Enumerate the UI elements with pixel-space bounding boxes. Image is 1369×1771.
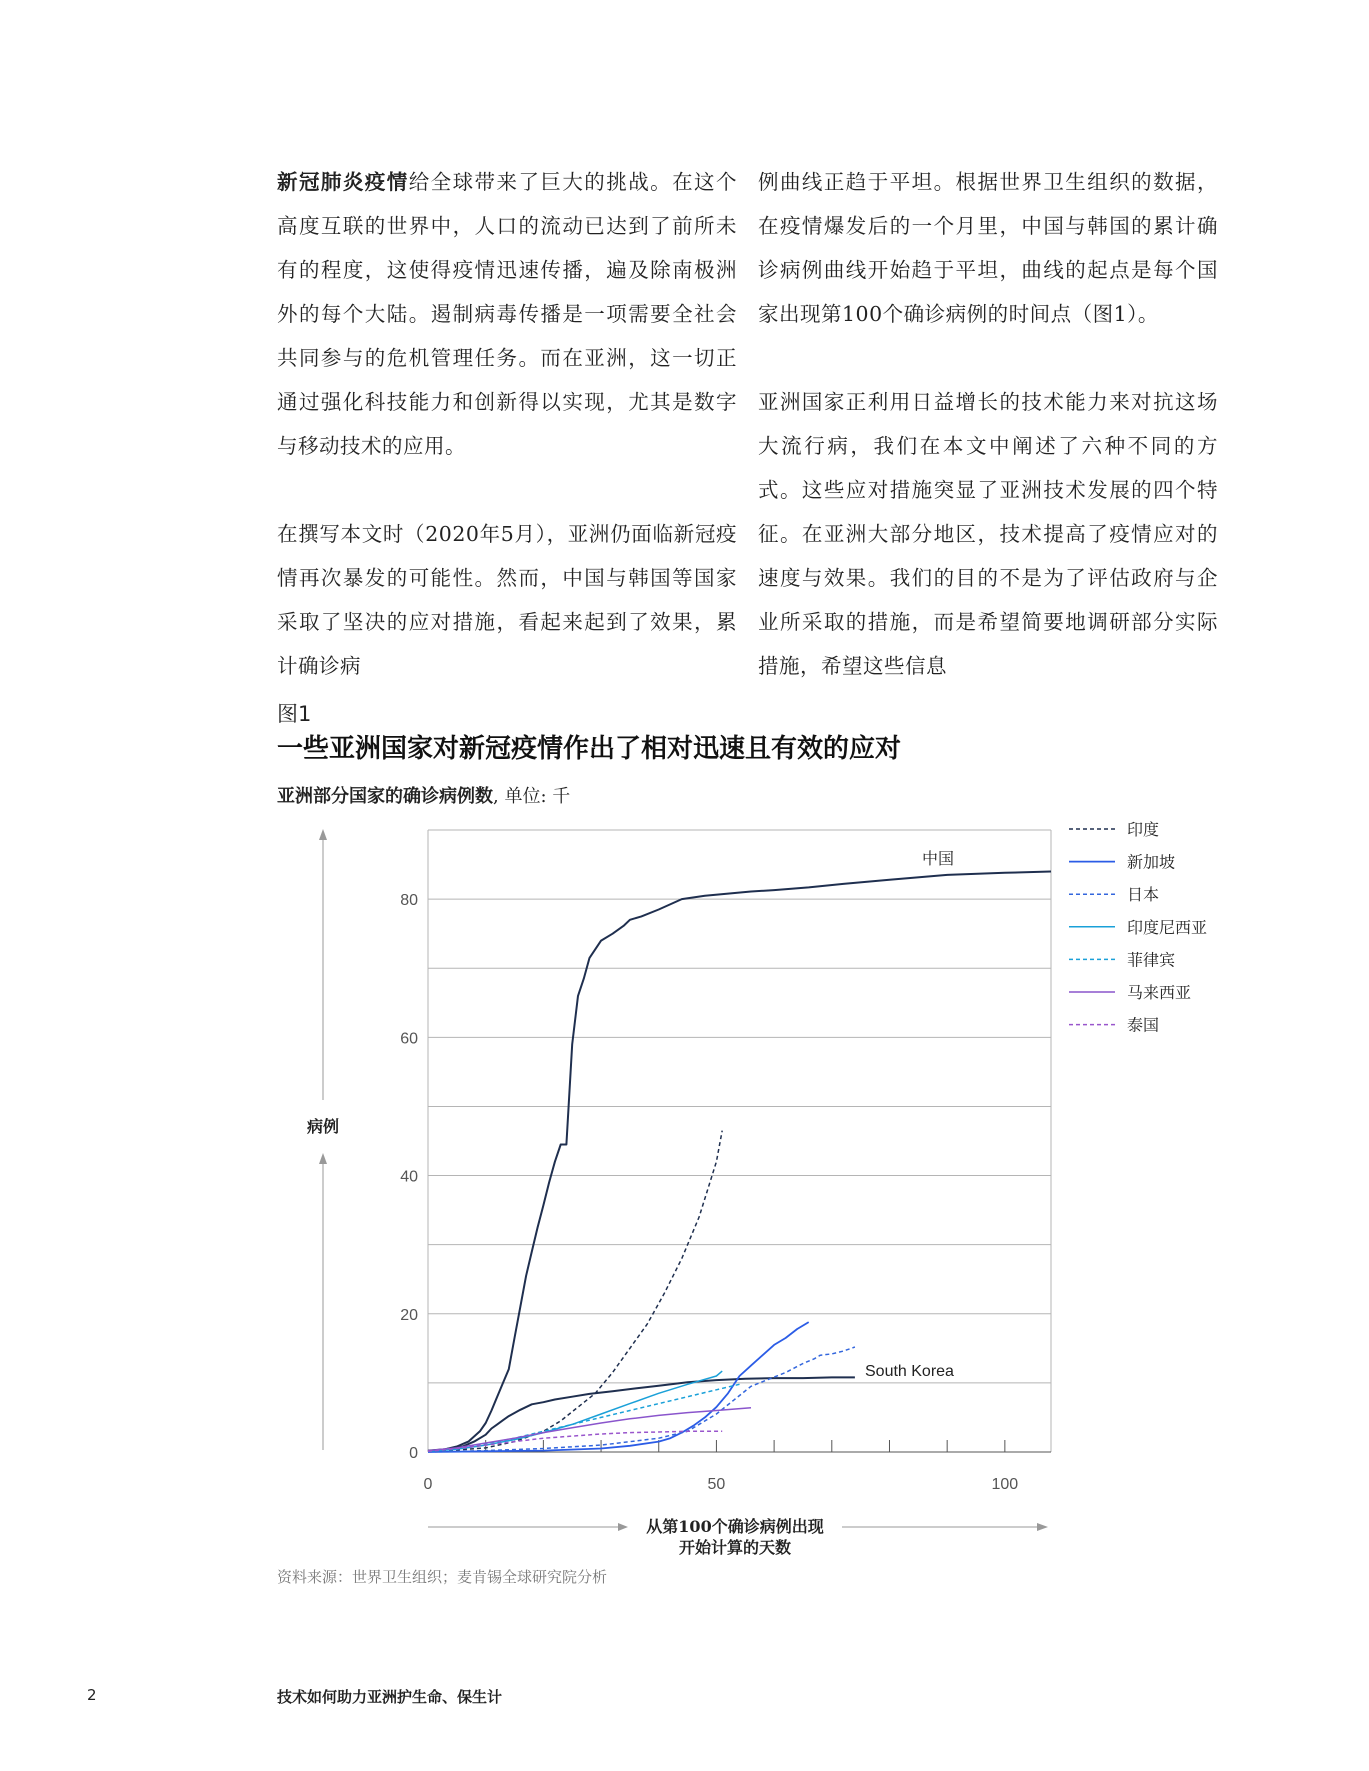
chart-series [428, 872, 1051, 1453]
figure-label: 图1 [277, 702, 312, 726]
y-tick-label: 0 [409, 1445, 418, 1462]
figure-subtitle-unit: , 单位: 千 [493, 786, 571, 807]
x-arrow-head-right [1037, 1523, 1048, 1531]
legend-label: 泰国 [1127, 1015, 1160, 1035]
body-lead-bold: 新冠肺炎疫情 [277, 170, 409, 194]
chart-labels [306, 849, 1018, 1557]
y-tick-label: 40 [400, 1168, 418, 1186]
series-label: South Korea [865, 1363, 954, 1380]
chart-axes [319, 829, 1051, 1531]
body-col1-para2: 在撰写本文时（2020年5月），亚洲仍面临新冠疫情再次暴发的可能性。然而，中国与韩国等国家采取了坚决的应对措施，看起来起到了效果，累计确诊病 [277, 522, 737, 678]
figure-subtitle-bold: 亚洲部分国家的确诊病例数 [277, 786, 493, 807]
figure-title: 一些亚洲国家对新冠疫情作出了相对迅速且有效的应对 [277, 734, 902, 764]
chart-legend [1069, 820, 1207, 1035]
series-line [428, 1131, 722, 1452]
y-tick-label: 80 [400, 892, 418, 910]
body-col2-para2: 亚洲国家正利用日益增长的技术能力来对抗这场大流行病，我们在本文中阐述了六种不同的方式。这些应对措施突显了亚洲技术发展的四个特征。在亚洲大部分地区，技术提高了疫情应对的速度与效果。我们的目的不是为了评估政府与企业所采取的措施，而是希望简要地调研部分实际措施，希望这些信息 [758, 390, 1218, 678]
body-col1-para1-text: 给全球带来了巨大的挑战。在这个高度互联的世界中，人口的流动已达到了前所未有的程度，这使得疫情迅速传播，遍及除南极洲外的每个大陆。遏制病毒传播是一项需要全社会共同参与的危机管理任务。而在亚洲，这一切正通过强化科技能力和创新得以实现，尤其是数字与移动技术的应用。 [277, 170, 738, 458]
series-label: 中国 [921, 849, 955, 868]
legend-label: 印度 [1127, 820, 1160, 839]
legend-label: 马来西亚 [1127, 983, 1192, 1002]
x-arrow-head-left [618, 1523, 628, 1531]
x-tick-label: 50 [707, 1476, 726, 1493]
x-tick-label: 0 [423, 1476, 433, 1493]
series-line [428, 872, 1051, 1452]
chart-gridlines [428, 830, 1051, 1452]
y-tick-label: 60 [400, 1030, 418, 1048]
legend-label: 印度尼西亚 [1127, 917, 1208, 937]
x-tick-label: 100 [991, 1476, 1019, 1493]
legend-label: 新加坡 [1127, 852, 1176, 872]
legend-label: 菲律宾 [1127, 950, 1176, 970]
figure-source: 资料来源：世界卫生组织；麦肯锡全球研究院分析 [277, 1568, 608, 1586]
y-arrow-head-lower [319, 1153, 327, 1164]
x-axis-label-line2: 开始计算的天数 [678, 1538, 792, 1557]
series-line [428, 1408, 751, 1451]
body-col2-para1: 例曲线正趋于平坦。根据世界卫生组织的数据，在疫情爆发后的一个月里，中国与韩国的累计确诊病例曲线开始趋于平坦，曲线的起点是每个国家出现第100个确诊病例的时间点（图1）。 [758, 170, 1218, 326]
y-axis-label: 病例 [306, 1117, 340, 1136]
y-arrow-head [319, 829, 327, 840]
y-tick-label: 20 [400, 1306, 418, 1324]
page-number: 2 [87, 1686, 97, 1704]
footer-title: 技术如何助力亚洲护生命、保生计 [277, 1688, 503, 1706]
x-axis-label-line1: 从第100个确诊病例出现 [646, 1517, 824, 1536]
legend-label: 日本 [1127, 885, 1160, 905]
